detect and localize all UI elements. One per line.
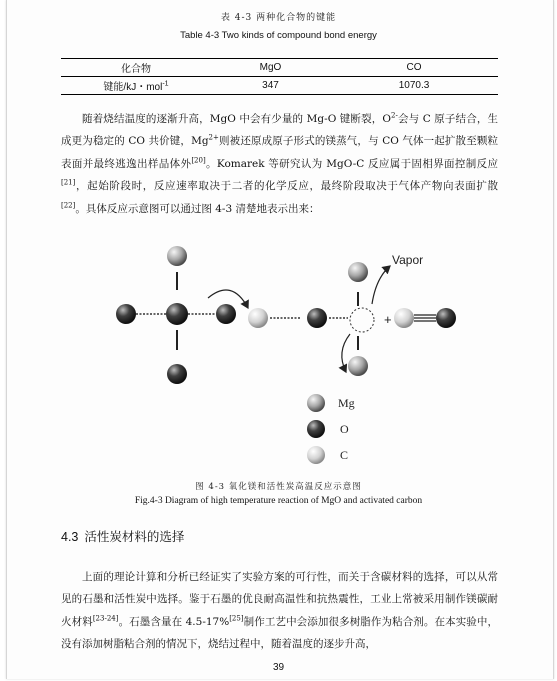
- table-row: [61, 77, 498, 95]
- para1-citation-21: [21]: [61, 178, 76, 187]
- table-header-co: CO: [406, 62, 422, 73]
- para1-text-2: 会与 C 原子结合，生成更为稳定的 CO 共价键，Mg: [61, 113, 498, 148]
- para1-sup-2: 2+: [208, 133, 219, 142]
- para1-text-6: 。具体反应示意图可以通过图 4-3 清楚地表示出来：: [75, 202, 320, 215]
- para1-text-4: 。Komarek 等研究认为 MgO-C 反应属于固相界面控制反应: [205, 157, 498, 170]
- table-header-mgo: MgO: [259, 62, 282, 73]
- row-label-text: 键能/kJ・mol: [103, 82, 163, 93]
- mg-atom: [348, 262, 368, 282]
- o-atom: [216, 304, 236, 324]
- o-atom: [436, 308, 456, 328]
- o-atom-center: [166, 303, 188, 325]
- para1-citation-20: [20]: [191, 156, 206, 165]
- legend-o-label: O: [340, 422, 349, 436]
- table-row-label: [61, 77, 211, 95]
- para2-text-1: 上面的理论计算和分析已经证实了实验方案的可行性，而关于含碳材料的选择，可以从常见的石墨和活性炭中选择。鉴于石墨的优良耐高温性和抗热震性，工业上常被采用制作镁碳耐火材料: [61, 571, 498, 628]
- legend-c-swatch: [307, 446, 325, 464]
- section-number: 4.3: [61, 530, 79, 544]
- vacancy-site: [307, 262, 374, 376]
- figure-caption-cn: 图 4-3 氧化镁和活性炭高温反应示意图: [195, 482, 362, 492]
- section-title: 活性炭材料的选择: [84, 529, 185, 544]
- c-atom: [394, 308, 414, 328]
- vapor-label: Vapor: [392, 253, 424, 267]
- mg-atom: [348, 356, 368, 376]
- body-paragraph-1: [61, 108, 498, 220]
- reaction-diagram: [100, 232, 460, 477]
- table-caption-cn: 表 4-3 两种化合物的键能: [220, 13, 337, 23]
- table-cell-mgo: 347: [262, 80, 279, 91]
- bond-energy-table: [61, 58, 498, 95]
- row-label-sup: -1: [162, 80, 169, 88]
- table-caption-en: Table 4-3 Two kinds of compound bond energy: [180, 30, 377, 41]
- legend-c-label: C: [340, 448, 349, 462]
- legend-mg-swatch: [307, 394, 325, 412]
- para2-text-2: 。石墨含量在 4.5-17%: [118, 615, 230, 628]
- table-cell-co: 1070.3: [398, 80, 430, 91]
- table-header-row: [61, 59, 498, 77]
- section-heading: [61, 527, 184, 545]
- legend-o-swatch: [307, 420, 325, 438]
- o-atom: [167, 364, 187, 384]
- para1-text-1: 随着烧结温度的逐渐升高，MgO 中会有少量的 Mg-O 键断裂，O: [82, 113, 391, 125]
- vacancy-circle: [350, 308, 374, 332]
- body-paragraph-2: [61, 566, 498, 656]
- o-atom: [307, 308, 327, 328]
- para1-text-3: 则被还原成原子形式的镁蒸气，与 CO 气体一起扩散至颗粒表面并最终逃逸出样品体外: [61, 135, 498, 170]
- vapor-arrow-icon: [372, 266, 390, 304]
- para1-sup-1: 2-: [390, 111, 398, 120]
- c-atom: [248, 308, 268, 328]
- table-header-compound: 化合物: [121, 64, 151, 75]
- para1-citation-22: [22]: [61, 201, 76, 210]
- plus-sign: +: [384, 312, 392, 327]
- para2-citation-23-24: [23-24]: [92, 614, 119, 623]
- figure-caption-en: Fig.4-3 Diagram of high temperature reaction of MgO and activated carbon: [134, 496, 423, 506]
- legend-mg-label: Mg: [338, 396, 355, 410]
- para1-text-5: ，起始阶段时，反应速率取决于二者的化学反应，最终阶段取决于气体产物向表面扩散: [75, 180, 498, 193]
- crystal-fragment: [116, 246, 236, 384]
- legend: [307, 394, 355, 464]
- para2-citation-25: [25]: [229, 614, 244, 623]
- page-number: 39: [272, 662, 285, 673]
- o-atom: [116, 304, 136, 324]
- para2-text-3: 制作工艺中会添加很多树脂作为粘合剂。在本实验中，没有添加树脂粘合剂的情况下，烧结过程中，随着温度的逐步升高，: [61, 615, 499, 651]
- mg-atom: [167, 246, 187, 266]
